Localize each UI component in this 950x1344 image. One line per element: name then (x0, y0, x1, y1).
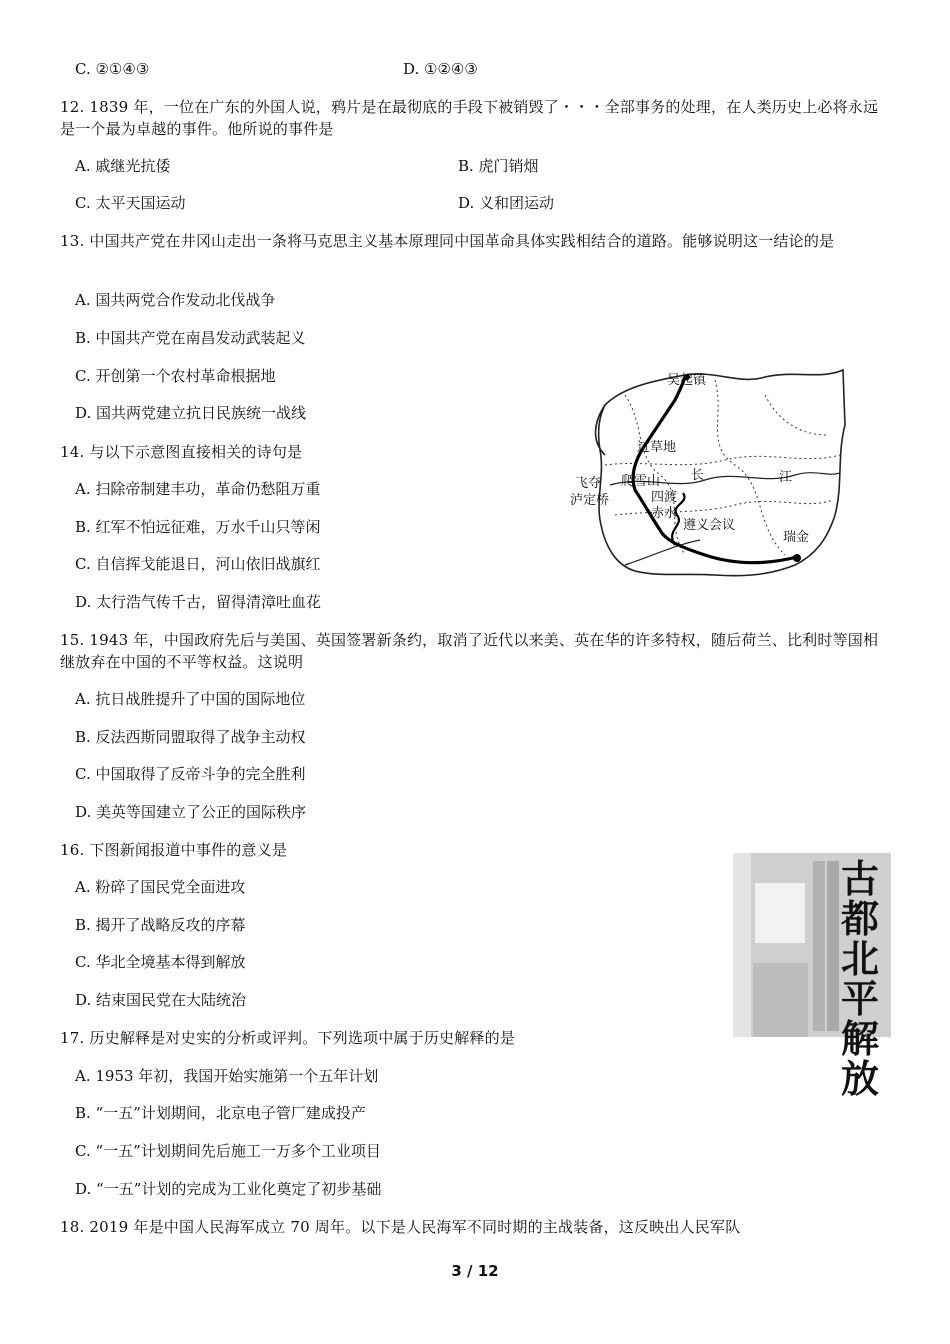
q11-option-c: C. ②①④③ (75, 60, 150, 78)
map-label-sidu-1: 四渡 (651, 490, 678, 505)
newspaper-clipping (733, 853, 891, 1101)
q13-option-d: D. 国共两党建立抗日民族统一战线 (75, 404, 307, 422)
q16-option-c: C. 华北全境基本得到解放 (75, 953, 246, 971)
q14-option-d: D. 太行浩气传千古，留得清漳吐血花 (75, 593, 322, 611)
q17-stem: 17. 历史解释是对史实的分析或评判。下列选项中属于历史解释的是 (60, 1029, 516, 1047)
map-label-zunyi: 遵义会议 (683, 518, 736, 533)
q14-option-a: A. 扫除帝制建丰功，革命仍愁阻万重 (75, 480, 321, 498)
q15-option-a: A. 抗日战胜提升了中国的国际地位 (75, 690, 306, 708)
ruijin-marker (793, 554, 801, 562)
long-march-route (633, 377, 797, 563)
q12-option-a: A. 戚继光抗倭 (75, 157, 171, 175)
q12-option-c: C. 太平天国运动 (75, 194, 186, 212)
q16-option-b: B. 揭开了战略反攻的序幕 (75, 916, 246, 934)
map-label-luding-2: 泸定桥 (570, 493, 610, 508)
q13-option-c: C. 开创第一个农村革命根据地 (75, 367, 276, 385)
q12-option-b: B. 虎门销烟 (458, 157, 539, 175)
q14-option-c: C. 自信挥戈能退日，河山依旧战旗红 (75, 555, 321, 573)
map-label-chang: 长 (691, 468, 705, 483)
map-label-wuqizhen: 吴起镇 (667, 373, 707, 388)
q17-option-c: C. “一五”计划期间先后施工一万多个工业项目 (75, 1142, 381, 1160)
q15-option-c: C. 中国取得了反帝斗争的完全胜利 (75, 765, 306, 783)
q15-stem: 15. 1943 年，中国政府先后与美国、英国签署新条约，取消了近代以来美、英在华的许多特权，随后荷兰、比利时等国相继放弃在中国的不平等权益。这说明 (60, 631, 879, 671)
newspaper-headline: 古都北平解放 (841, 856, 880, 1101)
q17-option-a: A. 1953 年初，我国开始实施第一个五年计划 (75, 1067, 379, 1085)
q15-option-b: B. 反法西斯同盟取得了战争主动权 (75, 728, 306, 746)
q17-option-b: B. “一五”计划期间，北京电子管厂建成投产 (75, 1104, 366, 1122)
q14-stem: 14. 与以下示意图直接相关的诗句是 (60, 443, 303, 461)
q13-option-a: A. 国共两党合作发动北伐战争 (75, 291, 276, 309)
long-march-map (565, 365, 850, 585)
q14-option-b: B. 红军不怕远征难，万水千山只等闲 (75, 518, 321, 536)
q15-option-d: D. 美英等国建立了公正的国际秩序 (75, 803, 307, 821)
page-number: 3 / 12 (451, 1262, 499, 1280)
map-label-paxueshan: 爬雪山 (621, 474, 661, 489)
q11-option-d: D. ①②④③ (403, 60, 478, 78)
q16-option-d: D. 结束国民党在大陆统治 (75, 991, 247, 1009)
q12-stem: 12. 1839 年，一位在广东的外国人说，鸦片是在最彻底的手段下被销毁了・・・全部事务的处理，在人类历史上必将永远是一个最为卓越的事件。他所说的事件是 (60, 98, 879, 138)
q18-stem: 18. 2019 年是中国人民海军成立 70 周年。以下是人民海军不同时期的主战装备，这反映出人民军队 (60, 1218, 741, 1236)
q16-option-a: A. 粉碎了国民党全面进攻 (75, 878, 246, 896)
map-label-ruijin: 瑞金 (783, 530, 810, 545)
q13-option-b: B. 中国共产党在南昌发动武装起义 (75, 329, 306, 347)
map-label-jiang: 江 (779, 470, 793, 485)
q17-option-d: D. “一五”计划的完成为工业化奠定了初步基础 (75, 1180, 382, 1198)
map-label-luding-1: 飞夺 (575, 476, 602, 491)
q16-stem: 16. 下图新闻报道中事件的意义是 (60, 841, 288, 859)
q12-option-d: D. 义和团运动 (458, 194, 555, 212)
map-label-caodi: 过草地 (637, 440, 677, 455)
q13-stem: 13. 中国共产党在井冈山走出一条将马克思主义基本原理同中国革命具体实践相结合的道路。能够说明这一结论的是 (60, 232, 835, 250)
map-label-sidu-2: 赤水 (651, 506, 678, 521)
